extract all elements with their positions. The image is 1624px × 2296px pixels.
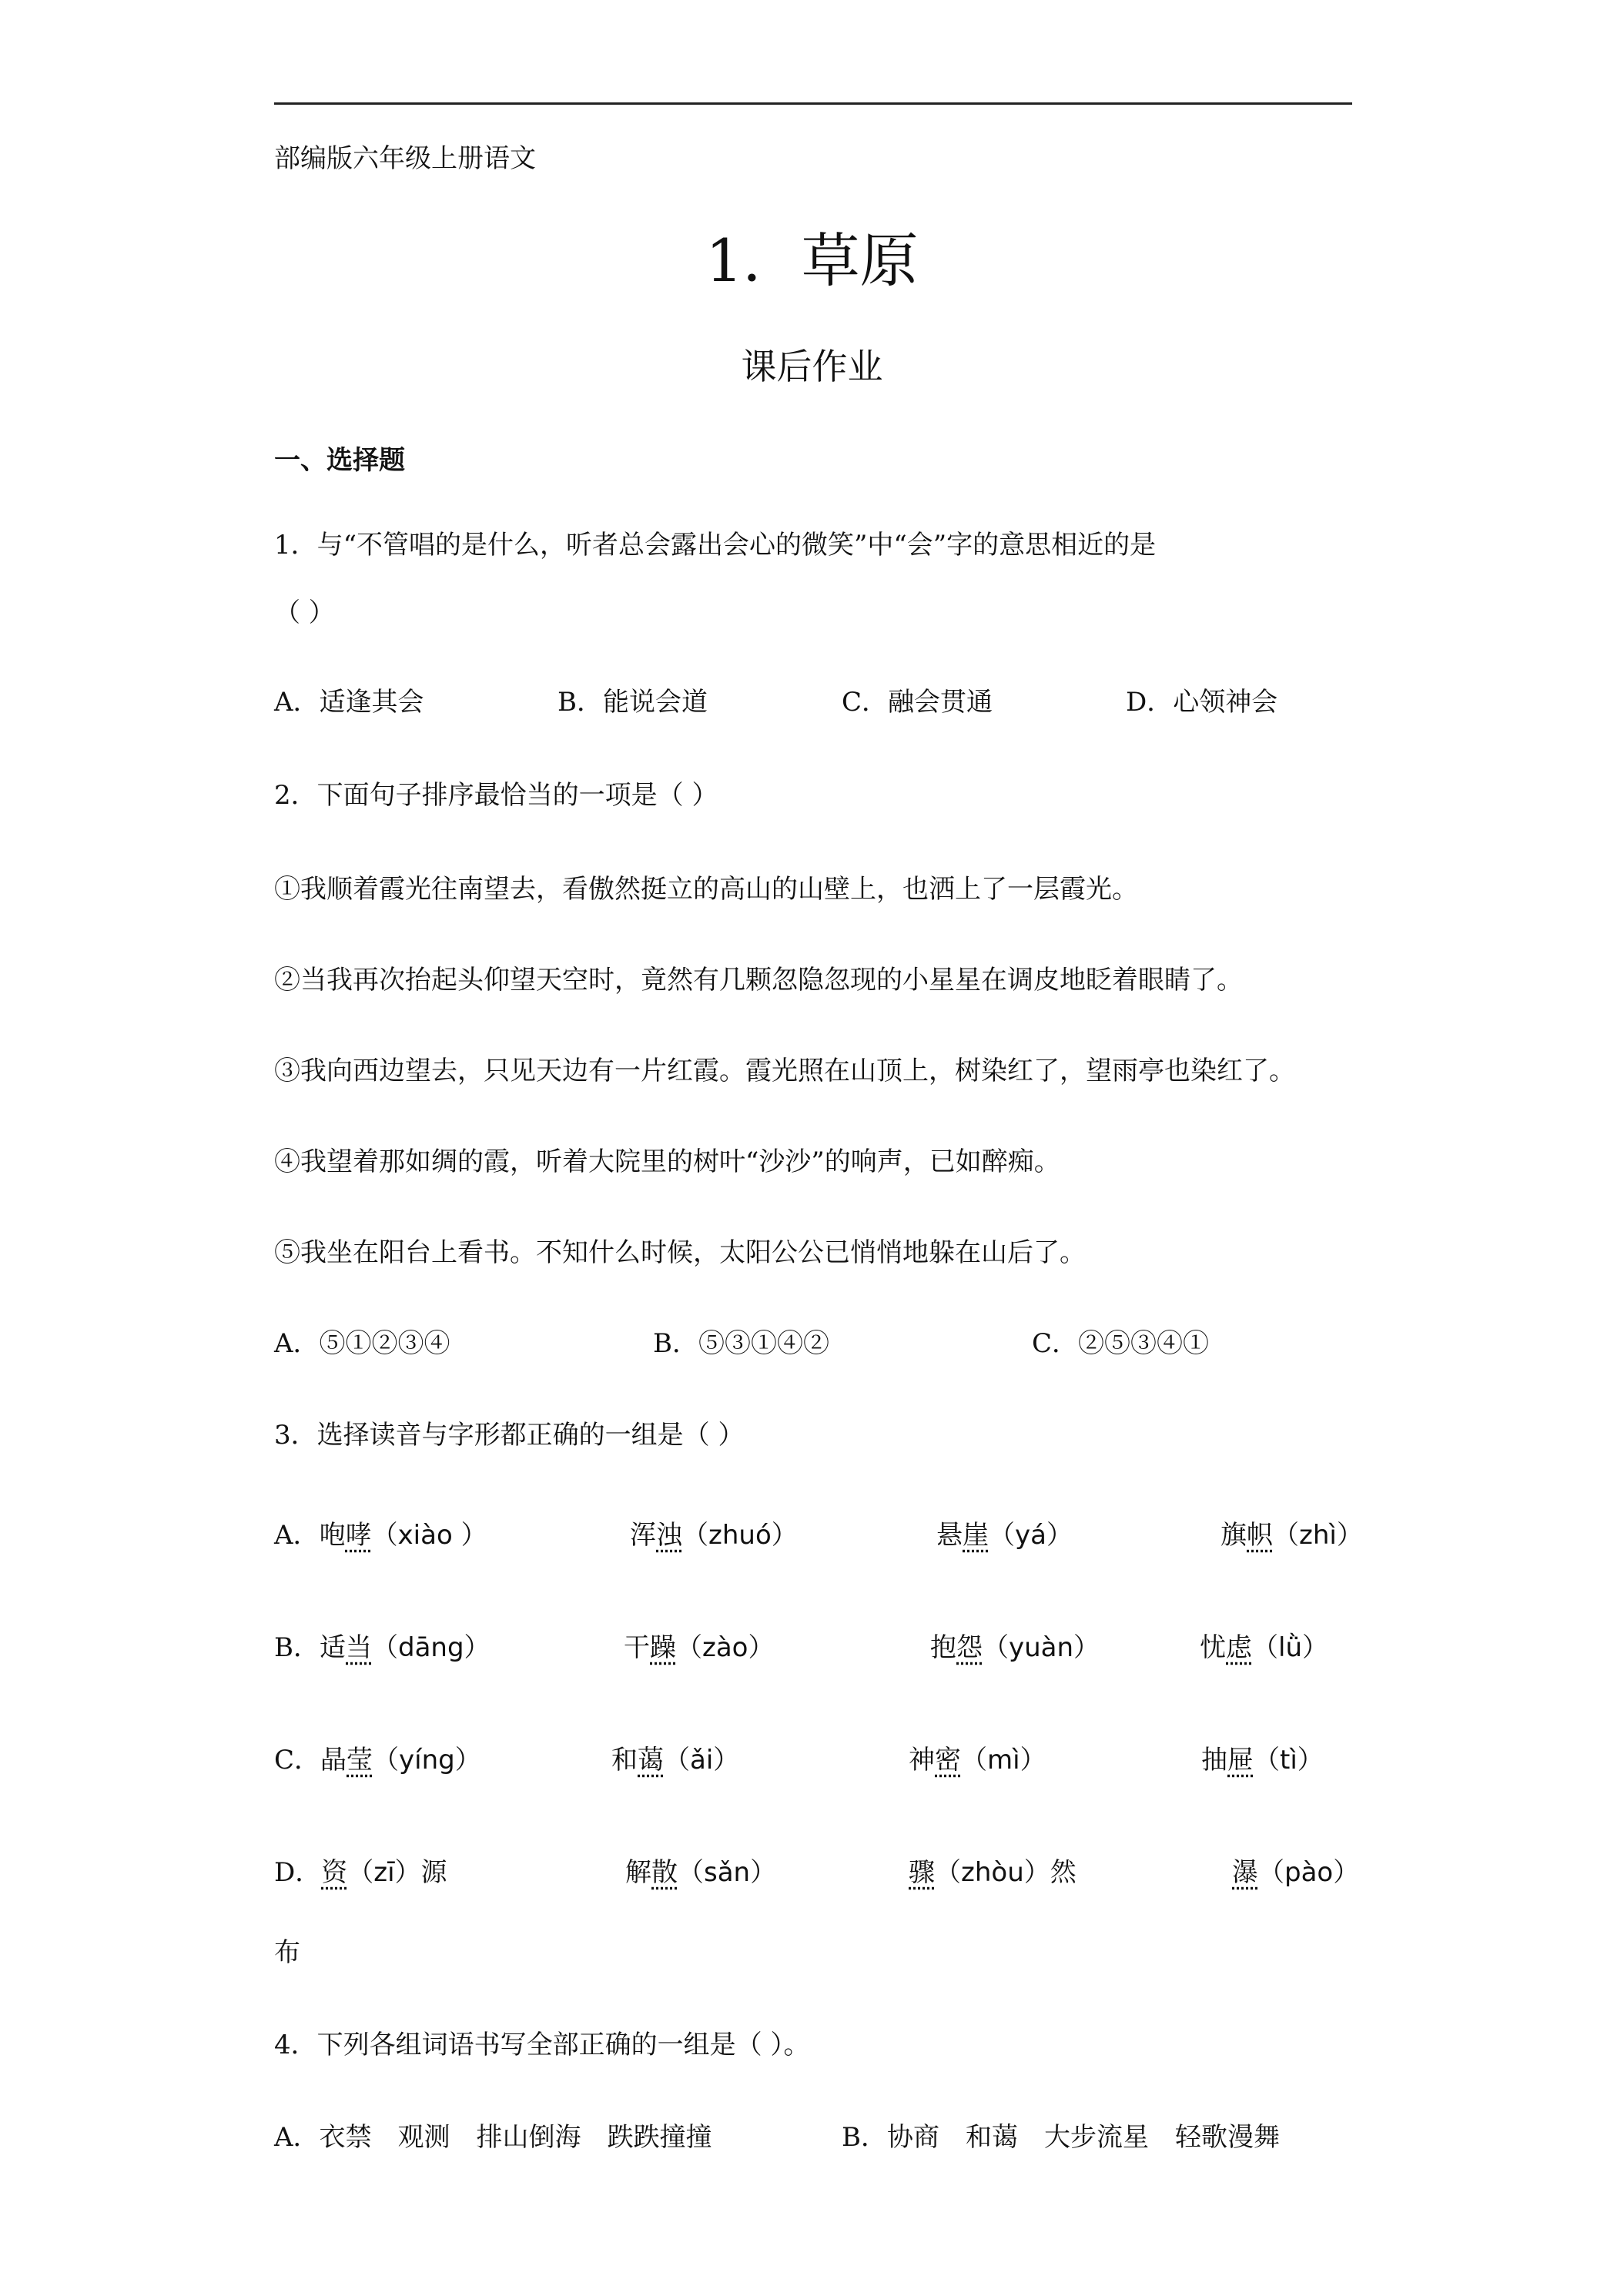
- pinyin: （zī）源: [347, 1857, 447, 1888]
- q2-stem: 2．下面句子排序最恰当的一项是（ ）: [274, 780, 718, 811]
- q3-row-c-item-4: 抽屉（tì）: [1201, 1745, 1324, 1776]
- pinyin: （zhì）: [1273, 1520, 1363, 1551]
- q1-option-c[interactable]: C．融会贯通: [842, 687, 993, 718]
- dotted-character: 密: [935, 1745, 961, 1776]
- dotted-character: 浊: [656, 1520, 682, 1551]
- textbook-header: 部编版六年级上册语文: [274, 143, 536, 174]
- pinyin: （yá）: [989, 1520, 1073, 1551]
- header-rule: [274, 102, 1352, 105]
- q4-option-a[interactable]: A．衣禁 观测 排山倒海 跌跌撞撞: [274, 2122, 712, 2153]
- pinyin: （zào）: [676, 1632, 775, 1663]
- pinyin: （yíng）: [373, 1745, 481, 1776]
- q3-row-b-item-2: 干躁（zào）: [624, 1632, 775, 1663]
- q3-row-a-item-2: 浑浊（zhuó）: [630, 1520, 798, 1551]
- dotted-character: 屉: [1227, 1745, 1254, 1776]
- q3-row-d-wrap: 布: [274, 1937, 300, 1968]
- pinyin: （pào）: [1258, 1857, 1360, 1888]
- q3-row-d-item-4: [1232, 1851, 1359, 1889]
- pinyin: （lǜ）: [1252, 1632, 1328, 1663]
- q3-row-a[interactable]: A．咆哮（xiào ）: [274, 1520, 487, 1551]
- pinyin: （tì）: [1254, 1745, 1324, 1776]
- q3-row-label: A．: [274, 1520, 320, 1551]
- q3-row-b-item-3: 抱怨（yuàn）: [930, 1632, 1100, 1663]
- pinyin: （zhòu）然: [935, 1857, 1077, 1888]
- q4-stem: 4．下列各组词语书写全部正确的一组是（ ）。: [274, 2030, 810, 2060]
- q3-row-c[interactable]: C．晶莹（yíng）: [274, 1745, 481, 1776]
- q3-row-label: B．: [274, 1632, 320, 1663]
- q4-option-b[interactable]: B．协商 和蔼 大步流星 轻歌漫舞: [842, 2122, 1280, 2153]
- pinyin: （yuàn）: [983, 1632, 1100, 1663]
- q3-stem: 3．选择读音与字形都正确的一组是（ ）: [274, 1420, 745, 1451]
- dotted-character: 散: [651, 1857, 678, 1888]
- q3-row-a-item-3: 悬崖（yá）: [936, 1520, 1073, 1551]
- q2-option-b[interactable]: B．⑤③①④②: [653, 1328, 829, 1359]
- dotted-character: 躁: [650, 1632, 676, 1663]
- lesson-subtitle: 课后作业: [741, 346, 883, 387]
- dotted-character: 蔼: [638, 1745, 664, 1776]
- pinyin: （sǎn）: [678, 1857, 777, 1888]
- q3-row-a-item-4: 旗帜（zhì）: [1221, 1520, 1363, 1551]
- pinyin: （zhuó）: [682, 1520, 798, 1551]
- dotted-character: 怨: [956, 1632, 983, 1663]
- q3-row-label: D．: [274, 1857, 322, 1888]
- q1-option-d[interactable]: D．心领神会: [1126, 687, 1278, 718]
- q3-row-d-item-3: [909, 1851, 1077, 1889]
- q3-row-d[interactable]: [274, 1851, 447, 1889]
- q3-row-b[interactable]: B．适当（dāng）: [274, 1632, 491, 1663]
- lesson-title: 1．草原: [705, 226, 919, 295]
- q2-option-c[interactable]: C．②⑤③④①: [1032, 1328, 1210, 1359]
- dotted-character: 帜: [1247, 1520, 1273, 1551]
- dotted-character: 虑: [1226, 1632, 1252, 1663]
- dotted-character: 资: [321, 1857, 348, 1888]
- q3-row-c-item-3: 神密（mì）: [909, 1745, 1046, 1776]
- section-title: 一、选择题: [274, 445, 405, 476]
- q3-row-c-item-2: 和蔼（ǎi）: [611, 1745, 740, 1776]
- dotted-character: 骤: [909, 1857, 935, 1888]
- q2-sentence-4: ④我望着那如绸的霞，听着大院里的树叶“沙沙”的响声，已如醉痴。: [274, 1146, 1060, 1177]
- q3-row-label: C．: [274, 1745, 321, 1776]
- q1-blank: （ ）: [274, 597, 335, 628]
- q1-stem: 1．与“不管唱的是什么，听者总会露出会心的微笑”中“会”字的意思相近的是: [274, 530, 1157, 561]
- dotted-character: 莹: [347, 1745, 373, 1776]
- dotted-character: 哮: [345, 1520, 372, 1551]
- q3-row-b-item-4: 忧虑（lǜ）: [1200, 1632, 1328, 1663]
- q2-sentence-2: ②当我再次抬起头仰望天空时，竟然有几颗忽隐忽现的小星星在调皮地眨着眼睛了。: [274, 965, 1243, 996]
- q1-option-b[interactable]: B．能说会道: [558, 687, 708, 718]
- q2-option-a[interactable]: A．⑤①②③④: [274, 1328, 450, 1359]
- pinyin: （ǎi）: [664, 1745, 740, 1776]
- q2-sentence-3: ③我向西边望去，只见天边有一片红霞。霞光照在山顶上，树染红了，望雨亭也染红了。: [274, 1056, 1295, 1086]
- pinyin: （dāng）: [372, 1632, 491, 1663]
- dotted-character: 瀑: [1232, 1857, 1258, 1888]
- pinyin: （xiào ）: [371, 1520, 487, 1551]
- dotted-character: 当: [346, 1632, 372, 1663]
- q2-sentence-5: ⑤我坐在阳台上看书。不知什么时候，太阳公公已悄悄地躲在山后了。: [274, 1237, 1086, 1268]
- q2-sentence-1: ①我顺着霞光往南望去，看傲然挺立的高山的山壁上，也洒上了一层霞光。: [274, 874, 1138, 905]
- q1-option-a[interactable]: A．适逢其会: [274, 687, 424, 718]
- pinyin: （mì）: [961, 1745, 1046, 1776]
- dotted-character: 崖: [963, 1520, 989, 1551]
- q3-row-d-item-2: 解散（sǎn）: [625, 1857, 777, 1888]
